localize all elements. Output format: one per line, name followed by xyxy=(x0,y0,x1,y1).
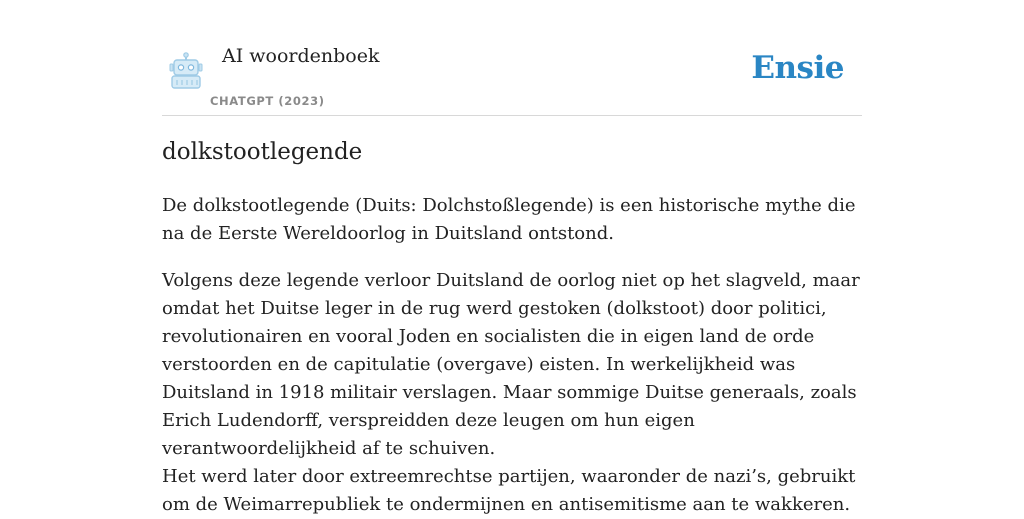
robot-icon xyxy=(166,52,206,90)
source-subtitle: CHATGPT (2023) xyxy=(210,94,325,108)
page-container xyxy=(162,0,862,515)
source-title[interactable]: AI woordenboek xyxy=(222,45,380,67)
entry-paragraph: De dolkstootlegende (Duits: Dolchstoßlegende) is een historische mythe die na de Eerste Wereldoorlog in Duitsland ontstond. xyxy=(162,195,856,244)
entry-paragraph: Volgens deze legende verloor Duitsland de oorlog niet op het slagveld, maar omdat het Duitse leger in de rug werd gestoken (dolkstoot) door politici, revolutionairen en vooral Joden en socialisten die in eigen land de orde verstoorden en de capitulatie (overgave) eisten. In werkelijkheid was Duitsland in 1918 militair verslagen. Maar sommige Duitse generaals, zoals Erich Ludendorff, verspreidden deze leugen om hun eigen verantwoordelijkheid af te schuiven. xyxy=(162,270,860,459)
entry-term: dolkstootlegende xyxy=(162,139,363,165)
entry-paragraph: Het werd later door extreemrechtse partijen, waaronder de nazi’s, gebruikt om de Weimarrepubliek te ondermijnen en antisemitisme aan te wakkeren. xyxy=(162,466,856,515)
brand-logo[interactable]: Ensie xyxy=(751,50,844,86)
entry-header xyxy=(162,0,862,116)
